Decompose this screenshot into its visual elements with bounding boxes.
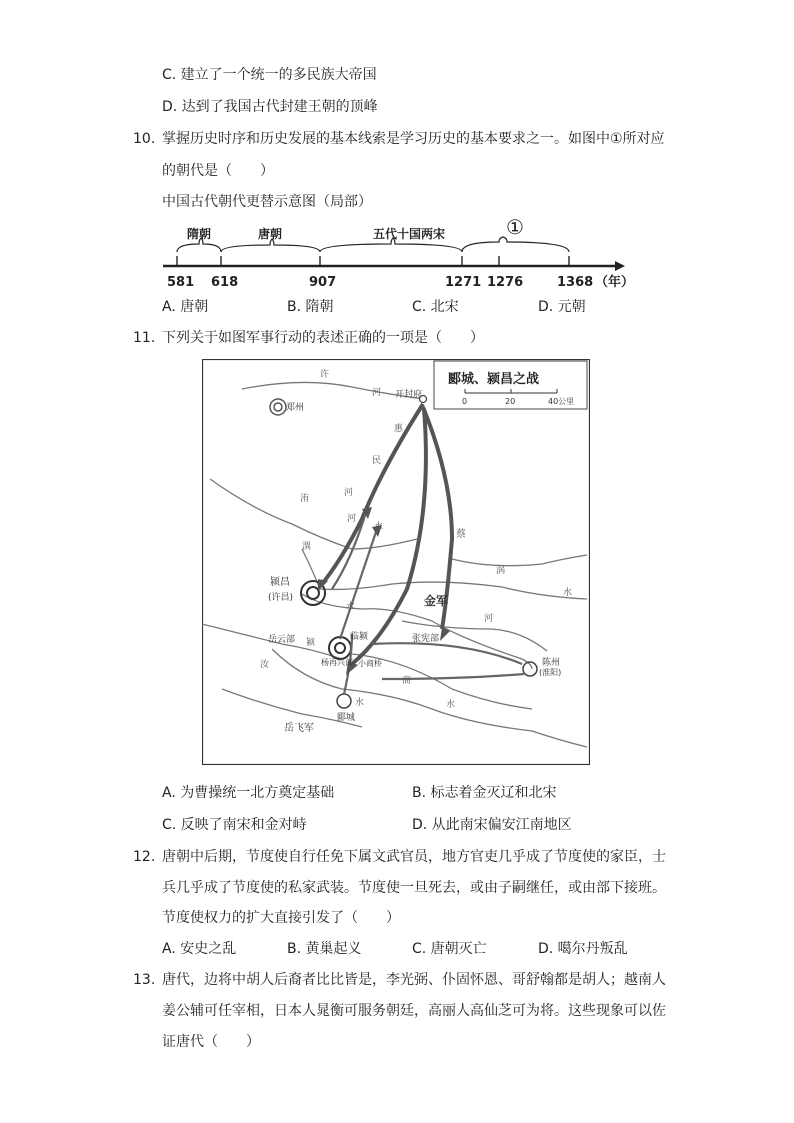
scale-20: 20 (505, 397, 516, 406)
q10-option-d: D. 元朝 (538, 299, 586, 315)
river-label-he1: 河 (372, 388, 382, 398)
river-label-shui4: 水 (355, 698, 365, 708)
river-label-he2: 河 (344, 488, 354, 498)
timeline-arrow (615, 261, 625, 271)
label-chenzhou: 陈州 (542, 658, 561, 668)
battle-map (202, 359, 590, 765)
river-label-shui3: 水 (563, 588, 573, 598)
label-zhengzhou: 郑州 (286, 403, 305, 413)
year-907: 907 (309, 275, 337, 290)
year-1368: 1368 (557, 275, 594, 290)
river-label-yin: 潩 (302, 542, 312, 552)
q10-number: 10. (133, 131, 156, 147)
river-label-cai: 蔡 (456, 529, 466, 540)
river-label-guo: 涡 (496, 566, 506, 576)
river-label-he3: 河 (347, 514, 357, 524)
year-1276: 1276 (487, 275, 524, 290)
q10-option-c: C. 北宋 (412, 299, 459, 315)
q12-stem-line1: 唐朝中后期，节度使自行任免下属文武官员，地方官吏几乎成了节度使的家臣，士 (162, 849, 666, 865)
river-label-shui1: 水 (374, 522, 384, 532)
q11-stem: 下列关于如图军事行动的表述正确的一项是（ ） (162, 330, 484, 346)
label-zhangxian: 张宪部 (412, 634, 440, 644)
river-label-shang: 商 (402, 676, 412, 686)
q10-option-b: B. 隋朝 (287, 299, 334, 315)
q10-stem-line1: 掌握历史时序和历史发展的基本线索是学习历史的基本要求之一。如图中①所对应 (162, 131, 665, 147)
q12-option-c: C. 唐朝灭亡 (412, 941, 487, 957)
river-label-shui5: 水 (446, 700, 456, 710)
river-label-wei: 洧 (300, 494, 310, 504)
q9-option-c: C. 建立了一个统一的多民族大帝国 (162, 67, 377, 83)
river-label-ru: 汝 (260, 660, 270, 670)
period-marker: ① (506, 215, 524, 239)
year-unit: （年） (595, 275, 635, 290)
q13-stem-line2: 姜公辅可任宰相，日本人晁衡可服务朝廷，高丽人高仙芝可为将。这些现象可以佐 (162, 1003, 666, 1019)
q12-stem-line2: 兵几乎成了节度使的私家武装。节度使一旦死去，或由子嗣继任，或由部下接班。 (162, 880, 666, 896)
river-label-he4: 河 (484, 614, 494, 624)
q13-stem-line1: 唐代，边将中胡人后裔者比比皆是，李光弼、仆固怀恩、哥舒翰都是胡人；越南人 (162, 972, 666, 988)
year-1271: 1271 (445, 275, 482, 290)
year-618: 618 (211, 275, 239, 290)
q10-figure-title: 中国古代朝代更替示意图（局部） (162, 194, 372, 210)
q12-option-a: A. 安史之乱 (162, 941, 237, 957)
q12-option-b: B. 黄巢起义 (287, 941, 362, 957)
label-huaiyang: (淮阳) (539, 668, 562, 677)
label-yuefei: 岳飞军 (284, 723, 314, 734)
river-label-hui: 惠 (394, 424, 404, 434)
q11-number: 11. (133, 330, 156, 346)
river-label-ying: 颍 (306, 638, 316, 648)
label-xiaoshangqiao: 小商桥 (358, 659, 382, 668)
brace-marker (462, 237, 569, 252)
scale-0: 0 (462, 397, 468, 406)
period-tang: 唐朝 (258, 227, 283, 241)
map-title: 郾城、颍昌之战 (448, 372, 540, 387)
q11-option-d: D. 从此南宋偏安江南地区 (412, 817, 572, 833)
river-label-shui2: 水 (346, 602, 356, 612)
year-581: 581 (167, 275, 195, 290)
q12-number: 12. (133, 849, 156, 865)
q11-option-c: C. 反映了南宋和金对峙 (162, 817, 307, 833)
q13-number: 13. (133, 972, 156, 988)
river-label-min: 民 (372, 456, 382, 466)
river-label-xu: 许 (320, 370, 330, 380)
q13-stem-line3: 证唐代（ ） (162, 1034, 260, 1050)
label-kaifeng: 开封府 (395, 390, 423, 400)
map-frame (203, 360, 590, 765)
period-wudai: 五代十国两宋 (373, 227, 446, 241)
q9-option-d: D. 达到了我国古代封建王朝的顶峰 (162, 99, 378, 115)
q10-stem-line2: 的朝代是（ ） (162, 163, 274, 179)
label-yueyun: 岳云部 (268, 635, 296, 645)
q11-option-b: B. 标志着金灭辽和北宋 (412, 785, 557, 801)
q12-stem-line3: 节度使权力的扩大直接引发了（ ） (162, 910, 400, 926)
label-yangzaixing: 杨再兴部 (321, 658, 353, 667)
label-jinjun: 金军 (424, 594, 449, 608)
period-sui: 隋朝 (187, 227, 212, 241)
label-xuchang: (许昌) (268, 593, 294, 603)
q10-option-a: A. 唐朝 (162, 299, 209, 315)
scale-40: 40公里 (548, 397, 575, 406)
label-linying: 临颍 (350, 632, 369, 642)
dynasty-timeline (155, 212, 645, 292)
label-yancheng: 郾城 (337, 713, 356, 723)
label-yingchang: 颍昌 (270, 577, 290, 588)
q11-option-a: A. 为曹操统一北方奠定基础 (162, 785, 335, 801)
q12-option-d: D. 噶尔丹叛乱 (538, 941, 628, 957)
